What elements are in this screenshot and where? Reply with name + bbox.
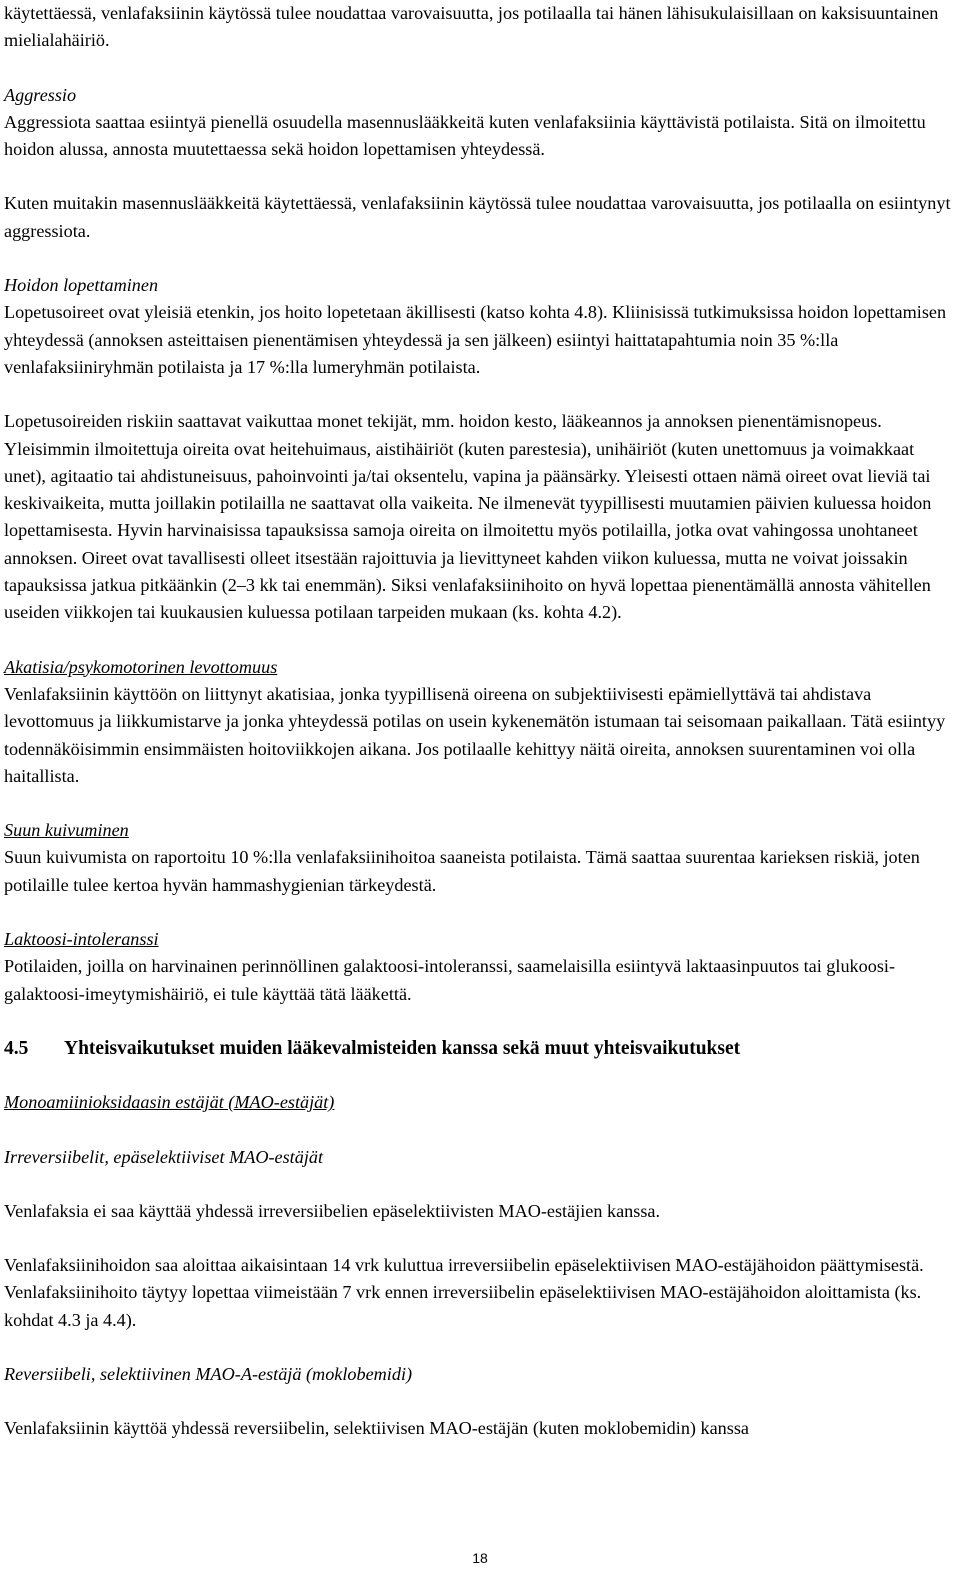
paragraph-mao-1: Venlafaksia ei saa käyttää yhdessä irreversiibelien epäselektiivisten MAO-estäjien kanssa. <box>4 1200 661 1221</box>
document-page <box>4 0 956 1443</box>
heading-hoidon-lopettaminen: Hoidon lopettaminen <box>4 275 159 296</box>
section-heading-4-5 <box>4 1035 956 1062</box>
heading-aggressio: Aggressio <box>4 84 77 105</box>
subheading-irreversiibelit: Irreversiibelit, epäselektiiviset MAO-estäjät <box>4 1146 324 1167</box>
paragraph-aggressio-2: Kuten muitakin masennuslääkkeitä käytettäessä, venlafaksiinin käytössä tulee noudattaa varovaisuutta, jos potilaalla on esiintynyt aggressiota. <box>4 193 951 241</box>
heading-suun-kuivuminen: Suun kuivuminen <box>4 820 129 841</box>
section-title: Yhteisvaikutukset muiden lääkevalmisteiden kanssa sekä muut yhteisvaikutukset <box>64 1037 741 1059</box>
paragraph-hoidon-1: Lopetusoireet ovat yleisiä etenkin, jos hoito lopetetaan äkillisesti (katso kohta 4.8). Kliinisissä tutkimuksissa hoidon lopettamisen yhteydessä (annoksen asteittaisen pienentämisen yhteydessä ja sen jälkeen) esiintyi haittatapahtumia noin 35 %:lla venlafaksiiniryhmän potilaista ja 17 %:lla lumeryhmän potilaista. <box>4 302 947 377</box>
section-number: 4.5 <box>4 1037 29 1059</box>
heading-laktoosi: Laktoosi-intoleranssi <box>4 929 159 950</box>
paragraph-akatisia: Venlafaksiinin käyttöön on liittynyt akatisiaa, jonka tyypillisenä oireena on subjektiivisesti epämiellyttävä tai ahdistava levottomuus ja liikkumistarve ja jonka yhteydessä potilas on usein kykenemätön istumaan tai seisomaan paikallaan. Tätä esiintyy todennäköisimmin ensimmäisten hoitoviikkojen aikana. Jos potilaalle kehittyy näitä oireita, annoksen suurentaminen voi olla haitallista. <box>4 683 946 786</box>
paragraph-aggressio-1: Aggressiota saattaa esiintyä pienellä osuudella masennuslääkkeitä kuten venlafaksiinia käyttävistä potilaista. Sitä on ilmoitettu hoidon alussa, annosta muutettaessa sekä hoidon lopettamisen yhteydessä. <box>4 111 926 160</box>
paragraph-mao-2: Venlafaksiinihoidon saa aloittaa aikaisintaan 14 vrk kuluttua irreversiibelin epäselektiivisen MAO-estäjähoidon päättymisestä. Venlafaksiinihoito täytyy lopettaa viimeistään 7 vrk ennen irreversiibelin epäselektiivisen MAO-estäjähoidon aloittamista (ks. kohdat 4.3 ja 4.4). <box>4 1255 924 1330</box>
paragraph-intro: käytettäessä, venlafaksiinin käytössä tulee noudattaa varovaisuutta, jos potilaalla tai hänen lähisukulaisillaan on kaksisuuntainen mielialahäiriö. <box>4 3 939 51</box>
paragraph-laktoosi: Potilaiden, joilla on harvinainen perinnöllinen galaktoosi-intoleranssi, saamelaisilla esiintyvä laktaasinpuutos tai glukoosi-galaktoosi-imeytymishäiriö, ei tule käyttää tätä lääkettä. <box>4 956 896 1004</box>
paragraph-mao-3: Venlafaksiinin käyttöä yhdessä reversiibelin, selektiivisen MAO-estäjän (kuten moklobemidin) kanssa <box>4 1418 750 1439</box>
paragraph-suun-kuivuminen: Suun kuivumista on raportoitu 10 %:lla venlafaksiinihoitoa saaneista potilaista. Tämä saattaa suurentaa karieksen riskiä, joten potilaille tulee kertoa hyvän hammashygienian tärkeydestä. <box>4 847 920 895</box>
page-number: 18 <box>472 1550 488 1566</box>
heading-akatisia: Akatisia/psykomotorinen levottomuus <box>4 656 278 677</box>
subheading-reversiibeli: Reversiibeli, selektiivinen MAO-A-estäjä (moklobemidi) <box>4 1363 413 1384</box>
heading-mao: Monoamiinioksidaasin estäjät (MAO-estäjät) <box>4 1092 335 1113</box>
paragraph-hoidon-2: Lopetusoireiden riskiin saattavat vaikuttaa monet tekijät, mm. hoidon kesto, lääkeannos ja annoksen pienentämisnopeus. Yleisimmin ilmoitettuja oireita ovat heitehuimaus, aistihäiriöt (kuten parestesia), unihäiriöt (kuten unettomuus ja voimakkaat unet), agitaatio tai ahdistuneisuus, pahoinvointi ja/tai oksentelu, vapina ja päänsärky. Yleisesti ottaen nämä oireet ovat lieviä tai keskivaikeita, mutta joillakin potilailla ne saattavat olla vaikeita. Ne ilmenevät tyypillisesti muutamien päivien kuluessa hoidon lopettamisesta. Hyvin harvinaisissa tapauksissa samoja oireita on ilmoitettu myös potilailla, jotka ovat vahingossa unohtaneet annoksen. Oireet ovat tavallisesti olleet itsestään rajoittuvia ja lievittyneet kahden viikon kuluessa, mutta ne voivat joissakin tapauksissa jatkua pitkäänkin (2–3 kk tai enemmän). Siksi venlafaksiinihoito on hyvä lopettaa pienentämällä annosta vähitellen useiden viikkojen tai kuukausien kuluessa potilaan tarpeiden mukaan (ks. kohta 4.2). <box>4 411 932 623</box>
